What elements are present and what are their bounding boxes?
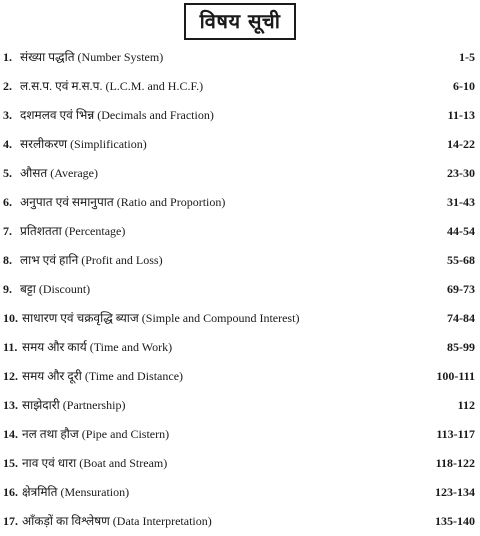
toc-title: बट्टा (Discount) [20, 282, 91, 296]
toc-row[interactable] [0, 449, 480, 478]
toc-row[interactable] [0, 43, 480, 72]
toc-pages: 6-10 [453, 79, 475, 93]
toc-pages: 1-5 [459, 50, 475, 64]
toc-row[interactable] [0, 333, 480, 362]
toc-pages: 118-122 [435, 456, 475, 470]
page-title: विषय सूची [184, 3, 297, 40]
toc-title: दशमलव एवं भिन्न (Decimals and Fraction) [20, 108, 214, 122]
toc-title: नल तथा हौज (Pipe and Cistern) [22, 427, 170, 441]
toc-number: 3. [3, 108, 12, 122]
toc-title: अनुपात एवं समानुपात (Ratio and Proportion) [20, 195, 226, 209]
toc-pages: 11-13 [447, 108, 475, 122]
toc-pages: 55-68 [447, 253, 475, 267]
toc-number: 12. [3, 369, 18, 383]
toc-row[interactable] [0, 362, 480, 391]
toc-row[interactable] [0, 391, 480, 420]
toc-row[interactable] [0, 188, 480, 217]
toc-pages: 112 [457, 398, 475, 412]
toc-pages: 44-54 [447, 224, 475, 238]
toc-pages: 135-140 [435, 514, 475, 528]
toc-number: 10. [3, 311, 18, 325]
toc-number: 14. [3, 427, 18, 441]
toc-number: 8. [3, 253, 12, 267]
heading-container [0, 3, 480, 40]
toc-pages: 31-43 [447, 195, 475, 209]
toc-number: 11. [3, 340, 18, 354]
toc-title: नाव एवं धारा (Boat and Stream) [22, 456, 168, 470]
toc-pages: 100-111 [436, 369, 475, 383]
toc-pages: 113-117 [436, 427, 475, 441]
toc-pages: 23-30 [447, 166, 475, 180]
toc-row[interactable] [0, 275, 480, 304]
toc-title: साधारण एवं चक्रवृद्धि ब्याज (Simple and Compound Interest) [22, 311, 300, 325]
toc-number: 13. [3, 398, 18, 412]
toc-row[interactable] [0, 478, 480, 507]
toc-number: 15. [3, 456, 18, 470]
toc-title: साझेदारी (Partnership) [22, 398, 126, 412]
toc-title: औसत (Average) [20, 166, 98, 180]
toc-number: 5. [3, 166, 12, 180]
toc-title: संख्या पद्धति (Number System) [20, 50, 164, 64]
toc-row[interactable] [0, 420, 480, 449]
toc-title: समय और दूरी (Time and Distance) [22, 369, 184, 383]
toc-title: लाभ एवं हानि (Profit and Loss) [20, 253, 163, 267]
toc-number: 6. [3, 195, 12, 209]
toc-number: 7. [3, 224, 12, 238]
toc-row[interactable] [0, 159, 480, 188]
toc-number: 4. [3, 137, 12, 151]
toc-number: 2. [3, 79, 12, 93]
toc-pages: 123-134 [435, 485, 475, 499]
toc-pages: 85-99 [447, 340, 475, 354]
toc-pages: 69-73 [447, 282, 475, 296]
toc-row[interactable] [0, 246, 480, 275]
toc-row[interactable] [0, 72, 480, 101]
toc-number: 9. [3, 282, 12, 296]
toc-row[interactable] [0, 507, 480, 536]
toc-row[interactable] [0, 217, 480, 246]
toc-row[interactable] [0, 130, 480, 159]
table-of-contents [0, 43, 480, 536]
toc-pages: 14-22 [447, 137, 475, 151]
toc-pages: 74-84 [447, 311, 475, 325]
toc-number: 16. [3, 485, 18, 499]
toc-title: क्षेत्रमिति (Mensuration) [22, 485, 130, 499]
toc-row[interactable] [0, 101, 480, 130]
toc-row[interactable] [0, 304, 480, 333]
toc-number: 1. [3, 50, 12, 64]
toc-title: आँकड़ों का विश्लेषण (Data Interpretation) [22, 514, 212, 528]
toc-title: प्रतिशतता (Percentage) [20, 224, 126, 238]
toc-title: ल.स.प. एवं म.स.प. (L.C.M. and H.C.F.) [20, 79, 204, 93]
toc-title: समय और कार्य (Time and Work) [22, 340, 173, 354]
toc-number: 17. [3, 514, 18, 528]
toc-title: सरलीकरण (Simplification) [20, 137, 147, 151]
